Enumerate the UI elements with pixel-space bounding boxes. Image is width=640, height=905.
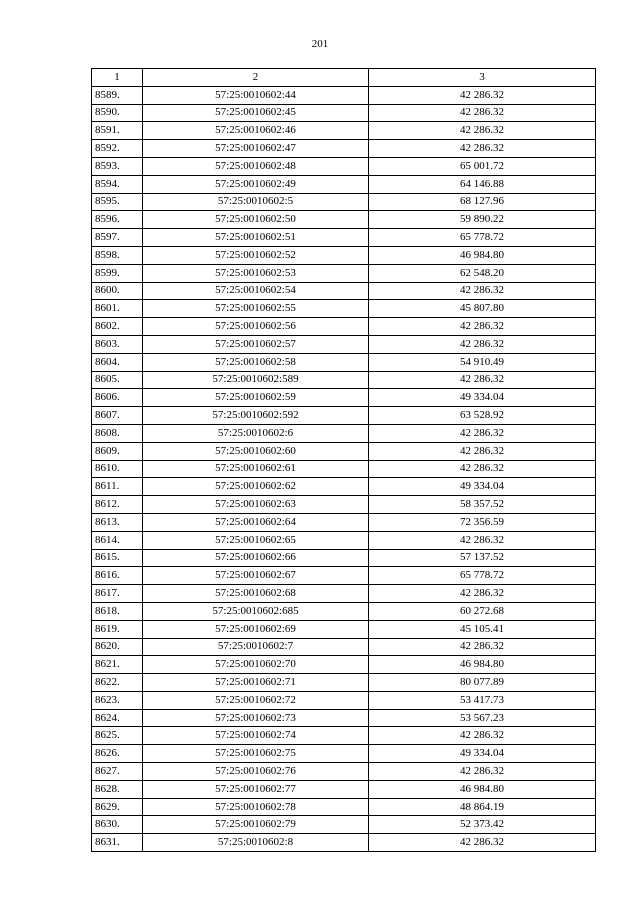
cadastral-number: 57:25:0010602:685 [143, 602, 369, 620]
cadastral-number: 57:25:0010602:69 [143, 620, 369, 638]
cadastral-value: 68 127.96 [369, 193, 596, 211]
cadastral-number: 57:25:0010602:79 [143, 816, 369, 834]
table-row [92, 175, 596, 193]
table-row [92, 211, 596, 229]
row-number: 8599. [92, 264, 143, 282]
table-row [92, 460, 596, 478]
cadastral-number: 57:25:0010602:63 [143, 496, 369, 514]
table-row [92, 282, 596, 300]
table-row [92, 745, 596, 763]
table-row [92, 157, 596, 175]
row-number: 8611. [92, 478, 143, 496]
cadastral-value: 53 417.73 [369, 691, 596, 709]
row-number: 8610. [92, 460, 143, 478]
cadastral-value: 42 286.32 [369, 727, 596, 745]
table-row [92, 638, 596, 656]
cadastral-number: 57:25:0010602:73 [143, 709, 369, 727]
cadastral-value: 46 984.80 [369, 656, 596, 674]
cadastral-value: 72 356.59 [369, 513, 596, 531]
table-row [92, 442, 596, 460]
table-header [92, 69, 596, 87]
cadastral-number: 57:25:0010602:70 [143, 656, 369, 674]
cadastral-number: 57:25:0010602:52 [143, 246, 369, 264]
cadastral-value: 46 984.80 [369, 780, 596, 798]
cadastral-number: 57:25:0010602:44 [143, 86, 369, 104]
cadastral-value: 65 001.72 [369, 157, 596, 175]
cadastral-number: 57:25:0010602:50 [143, 211, 369, 229]
row-number: 8605. [92, 371, 143, 389]
table-row [92, 264, 596, 282]
cadastral-value: 49 334.04 [369, 745, 596, 763]
cadastral-value: 49 334.04 [369, 478, 596, 496]
cadastral-number: 57:25:0010602:5 [143, 193, 369, 211]
row-number: 8609. [92, 442, 143, 460]
row-number: 8595. [92, 193, 143, 211]
row-number: 8590. [92, 104, 143, 122]
table-row [92, 389, 596, 407]
cadastral-value: 65 778.72 [369, 567, 596, 585]
table-row [92, 193, 596, 211]
row-number: 8612. [92, 496, 143, 514]
cadastral-number: 57:25:0010602:76 [143, 763, 369, 781]
cadastral-number: 57:25:0010602:64 [143, 513, 369, 531]
row-number: 8608. [92, 424, 143, 442]
row-number: 8591. [92, 122, 143, 140]
cadastral-number: 57:25:0010602:47 [143, 140, 369, 158]
table-row [92, 246, 596, 264]
cadastral-value: 49 334.04 [369, 389, 596, 407]
cadastral-number: 57:25:0010602:57 [143, 335, 369, 353]
row-number: 8594. [92, 175, 143, 193]
table-row [92, 478, 596, 496]
cadastral-value: 46 984.80 [369, 246, 596, 264]
cadastral-number: 57:25:0010602:77 [143, 780, 369, 798]
table-row [92, 549, 596, 567]
row-number: 8627. [92, 763, 143, 781]
cadastral-value: 42 286.32 [369, 282, 596, 300]
cadastral-value: 59 890.22 [369, 211, 596, 229]
cadastral-value-table [91, 68, 596, 852]
cadastral-number: 57:25:0010602:59 [143, 389, 369, 407]
row-number: 8589. [92, 86, 143, 104]
cadastral-number: 57:25:0010602:7 [143, 638, 369, 656]
cadastral-value: 42 286.32 [369, 442, 596, 460]
cadastral-number: 57:25:0010602:49 [143, 175, 369, 193]
table-row [92, 424, 596, 442]
table-row [92, 834, 596, 852]
row-number: 8598. [92, 246, 143, 264]
table-row [92, 496, 596, 514]
cadastral-number: 57:25:0010602:8 [143, 834, 369, 852]
cadastral-value: 54 910.49 [369, 353, 596, 371]
cadastral-value: 62 548.20 [369, 264, 596, 282]
table-row [92, 727, 596, 745]
cadastral-value: 53 567.23 [369, 709, 596, 727]
cadastral-number: 57:25:0010602:67 [143, 567, 369, 585]
cadastral-number: 57:25:0010602:78 [143, 798, 369, 816]
row-number: 8603. [92, 335, 143, 353]
cadastral-value: 42 286.32 [369, 638, 596, 656]
cadastral-value: 42 286.32 [369, 531, 596, 549]
row-number: 8614. [92, 531, 143, 549]
cadastral-number: 57:25:0010602:48 [143, 157, 369, 175]
row-number: 8620. [92, 638, 143, 656]
page-number: 201 [311, 38, 329, 50]
column-header-2: 2 [143, 69, 369, 87]
cadastral-value: 45 807.80 [369, 300, 596, 318]
row-number: 8604. [92, 353, 143, 371]
column-header-3: 3 [369, 69, 596, 87]
table-row [92, 709, 596, 727]
table-row [92, 140, 596, 158]
table-row [92, 798, 596, 816]
table-row [92, 567, 596, 585]
cadastral-number: 57:25:0010602:68 [143, 585, 369, 603]
table-row [92, 371, 596, 389]
cadastral-value: 42 286.32 [369, 318, 596, 336]
cadastral-number: 57:25:0010602:51 [143, 229, 369, 247]
cadastral-number: 57:25:0010602:60 [143, 442, 369, 460]
row-number: 8593. [92, 157, 143, 175]
row-number: 8622. [92, 674, 143, 692]
table-row [92, 602, 596, 620]
cadastral-number: 57:25:0010602:55 [143, 300, 369, 318]
cadastral-value: 42 286.32 [369, 335, 596, 353]
column-header-1: 1 [92, 69, 143, 87]
cadastral-number: 57:25:0010602:45 [143, 104, 369, 122]
cadastral-value: 42 286.32 [369, 140, 596, 158]
table-row [92, 763, 596, 781]
table-row [92, 620, 596, 638]
cadastral-number: 57:25:0010602:72 [143, 691, 369, 709]
table-body [92, 86, 596, 851]
row-number: 8616. [92, 567, 143, 585]
cadastral-value: 63 528.92 [369, 407, 596, 425]
cadastral-number: 57:25:0010602:65 [143, 531, 369, 549]
table-row [92, 513, 596, 531]
row-number: 8624. [92, 709, 143, 727]
table-row [92, 656, 596, 674]
cadastral-value: 45 105.41 [369, 620, 596, 638]
cadastral-value: 48 864.19 [369, 798, 596, 816]
cadastral-number: 57:25:0010602:74 [143, 727, 369, 745]
cadastral-number: 57:25:0010602:54 [143, 282, 369, 300]
row-number: 8625. [92, 727, 143, 745]
row-number: 8592. [92, 140, 143, 158]
cadastral-value: 42 286.32 [369, 371, 596, 389]
cadastral-value: 42 286.32 [369, 460, 596, 478]
row-number: 8630. [92, 816, 143, 834]
table-row [92, 122, 596, 140]
table-row [92, 104, 596, 122]
row-number: 8623. [92, 691, 143, 709]
table-row [92, 86, 596, 104]
cadastral-value: 58 357.52 [369, 496, 596, 514]
row-number: 8615. [92, 549, 143, 567]
cadastral-value: 42 286.32 [369, 424, 596, 442]
table-row [92, 816, 596, 834]
cadastral-value: 42 286.32 [369, 763, 596, 781]
row-number: 8601. [92, 300, 143, 318]
cadastral-value: 42 286.32 [369, 86, 596, 104]
cadastral-number: 57:25:0010602:58 [143, 353, 369, 371]
row-number: 8618. [92, 602, 143, 620]
row-number: 8619. [92, 620, 143, 638]
row-number: 8617. [92, 585, 143, 603]
table-row [92, 691, 596, 709]
cadastral-value: 64 146.88 [369, 175, 596, 193]
table-row [92, 318, 596, 336]
row-number: 8621. [92, 656, 143, 674]
cadastral-number: 57:25:0010602:66 [143, 549, 369, 567]
cadastral-number: 57:25:0010602:6 [143, 424, 369, 442]
cadastral-number: 57:25:0010602:592 [143, 407, 369, 425]
cadastral-value: 57 137.52 [369, 549, 596, 567]
row-number: 8626. [92, 745, 143, 763]
cadastral-number: 57:25:0010602:53 [143, 264, 369, 282]
table-row [92, 531, 596, 549]
row-number: 8600. [92, 282, 143, 300]
row-number: 8607. [92, 407, 143, 425]
row-number: 8629. [92, 798, 143, 816]
cadastral-number: 57:25:0010602:71 [143, 674, 369, 692]
cadastral-value: 60 272.68 [369, 602, 596, 620]
cadastral-number: 57:25:0010602:589 [143, 371, 369, 389]
cadastral-number: 57:25:0010602:46 [143, 122, 369, 140]
cadastral-value: 42 286.32 [369, 585, 596, 603]
row-number: 8597. [92, 229, 143, 247]
cadastral-value: 52 373.42 [369, 816, 596, 834]
row-number: 8631. [92, 834, 143, 852]
cadastral-value: 42 286.32 [369, 834, 596, 852]
row-number: 8602. [92, 318, 143, 336]
cadastral-value: 42 286.32 [369, 122, 596, 140]
table-row [92, 300, 596, 318]
row-number: 8613. [92, 513, 143, 531]
row-number: 8596. [92, 211, 143, 229]
table-row [92, 353, 596, 371]
cadastral-number: 57:25:0010602:56 [143, 318, 369, 336]
table-row [92, 585, 596, 603]
table-row [92, 674, 596, 692]
table-row [92, 229, 596, 247]
row-number: 8628. [92, 780, 143, 798]
table-row [92, 407, 596, 425]
header-row [92, 69, 596, 87]
cadastral-number: 57:25:0010602:61 [143, 460, 369, 478]
cadastral-number: 57:25:0010602:75 [143, 745, 369, 763]
table-row [92, 335, 596, 353]
row-number: 8606. [92, 389, 143, 407]
cadastral-number: 57:25:0010602:62 [143, 478, 369, 496]
table-row [92, 780, 596, 798]
cadastral-value: 80 077.89 [369, 674, 596, 692]
cadastral-value: 65 778.72 [369, 229, 596, 247]
cadastral-value: 42 286.32 [369, 104, 596, 122]
